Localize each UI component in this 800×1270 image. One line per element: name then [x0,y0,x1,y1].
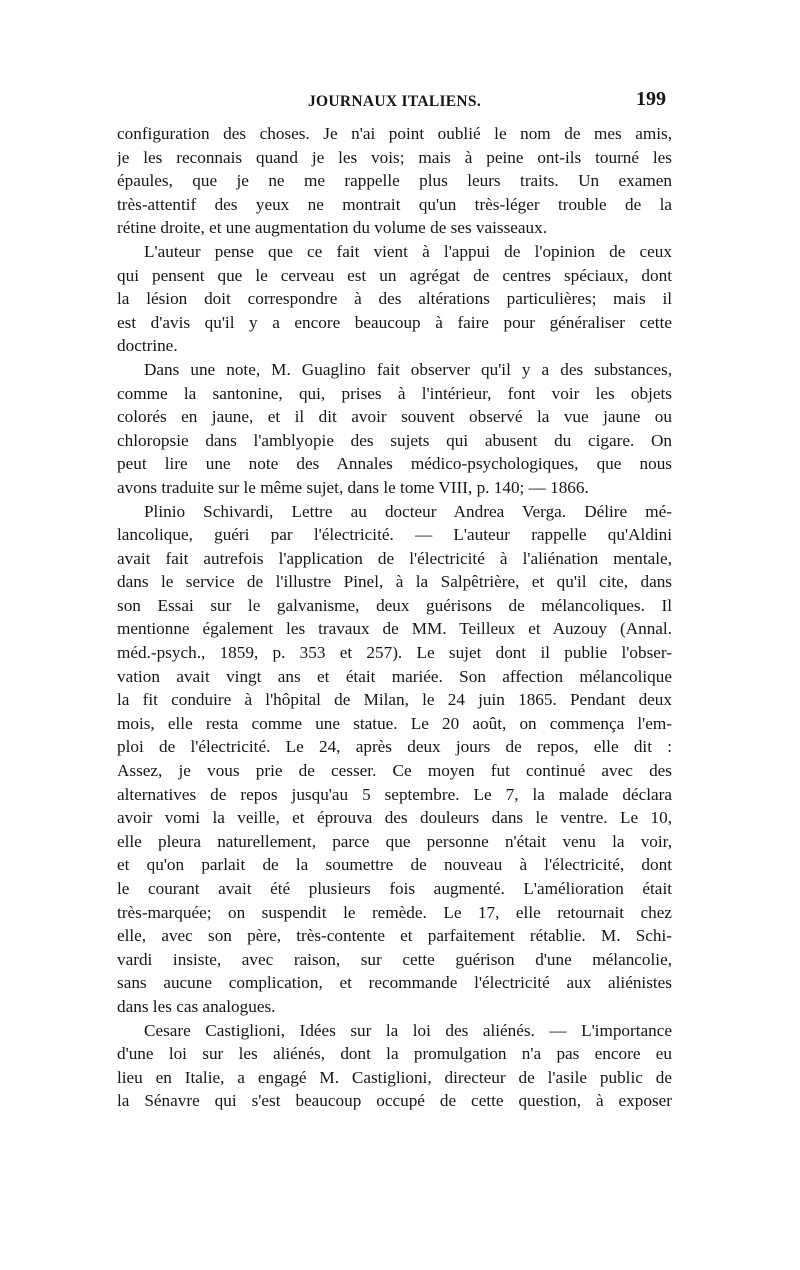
running-title: JOURNAUX ITALIENS. [307,93,482,110]
text-line: très-attentif des yeux ne montrait qu'un très-léger trouble de la [117,194,672,214]
text-line: sans aucune complication, et recommande l'électricité aux aliénistes [117,973,672,993]
text-line: avoir vomi la veille, et éprouva des douleurs dans le ventre. Le 10, [117,808,672,828]
text-line: avait fait autrefois l'application de l'électricité à l'aliénation mentale, [117,548,672,568]
text-line: alternatives de repos jusqu'au 5 septembre. Le 7, la malade déclara [117,784,672,804]
text-line: la lésion doit correspondre à des altérations particulières; mais il [117,289,672,309]
text-line: le courant avait été plusieurs fois augmenté. L'amélioration était [117,879,672,898]
text-line: la fit conduire à l'hôpital de Milan, le 24 juin 1865. Pendant deux [117,690,672,710]
text-line: lancolique, guéri par l'électricité. — L'auteur rappelle qu'Aldini [117,525,672,545]
text-line: peut lire une note des Annales médico-psychologiques, que nous [117,454,672,474]
text-line: qui pensent que le cerveau est un agrégat de centres spéciaux, dont [117,265,672,285]
text-line: mois, elle resta comme une statue. Le 20 août, on commença l'em- [117,713,672,733]
text-line: avons traduite sur le même sujet, dans le tome VIII, p. 140; — 1866. [117,477,589,497]
text-line: dans le service de l'illustre Pinel, à la Salpêtrière, et qu'il cite, dans [117,572,672,592]
text-line: d'une loi sur les aliénés, dont la promulgation n'a pas encore eu [117,1044,672,1064]
text-line: Dans une note, M. Guaglino fait observer qu'il y a des substances, [144,359,672,379]
text-line: son Essai sur le galvanisme, deux guérisons de mélancoliques. Il [117,595,672,615]
text-line: Plinio Schivardi, Lettre au docteur Andrea Verga. Délire mé- [144,501,672,521]
text-line: la Sénavre qui s'est beaucoup occupé de cette question, à exposer [117,1091,672,1111]
text-line: méd.-psych., 1859, p. 353 et 257). Le sujet dont il publie l'obser- [117,643,672,663]
text-line: chloropsie dans l'amblyopie des sujets qui abusent du cigare. On [117,430,672,450]
text-line: colorés en jaune, et il dit avoir souvent observé la vue jaune ou [117,407,672,427]
text-line: ploi de l'électricité. Le 24, après deux jours de repos, elle dit : [117,737,672,757]
text-line: rétine droite, et une augmentation du volume de ses vaisseaux. [117,218,548,238]
text-line: épaules, que je ne me rappelle plus leurs traits. Un examen [117,171,672,191]
text-line: elle, avec son père, très-contente et parfaitement rétablie. M. Schi- [117,926,672,946]
text-line: Cesare Castiglioni, Idées sur la loi des aliénés. — L'importance [144,1020,672,1040]
text-line: très-marquée; on suspendit le remède. Le 17, elle retournait chez [117,902,672,922]
text-line: elle pleura naturellement, parce que personne n'était venu la voir, [117,831,672,851]
running-header [117,88,672,118]
text-line: configuration des choses. Je n'ai point oublié le nom de mes amis, [117,124,672,143]
text-line: lieu en Italie, a engagé M. Castiglioni, directeur de l'asile public de [117,1067,672,1087]
text-line: vardi insiste, avec raison, sur cette guérison d'une mélancolie, [117,949,672,969]
text-line: doctrine. [117,336,178,356]
book-page [117,88,672,1113]
page-number: 199 [636,88,666,110]
text-line: dans les cas analogues. [117,996,276,1016]
text-line: mentionne également les travaux de MM. Teilleux et Auzouy (Annal. [117,619,672,639]
text-line: Assez, je vous prie de cesser. Ce moyen fut continué avec des [117,761,672,781]
text-line: L'auteur pense que ce fait vient à l'appui de l'opinion de ceux [144,241,672,261]
body-text [117,122,672,1113]
text-line: comme la santonine, qui, prises à l'intérieur, font voir les objets [117,383,672,403]
text-line: vation avait vingt ans et était mariée. Son affection mélancolique [117,666,672,686]
text-line: est d'avis qu'il y a encore beaucoup à faire pour généraliser cette [117,312,672,332]
text-line: et qu'on parlait de la soumettre de nouveau à l'électricité, dont [117,855,672,875]
text-line: je les reconnais quand je les vois; mais à peine ont-ils tourné les [117,147,672,167]
